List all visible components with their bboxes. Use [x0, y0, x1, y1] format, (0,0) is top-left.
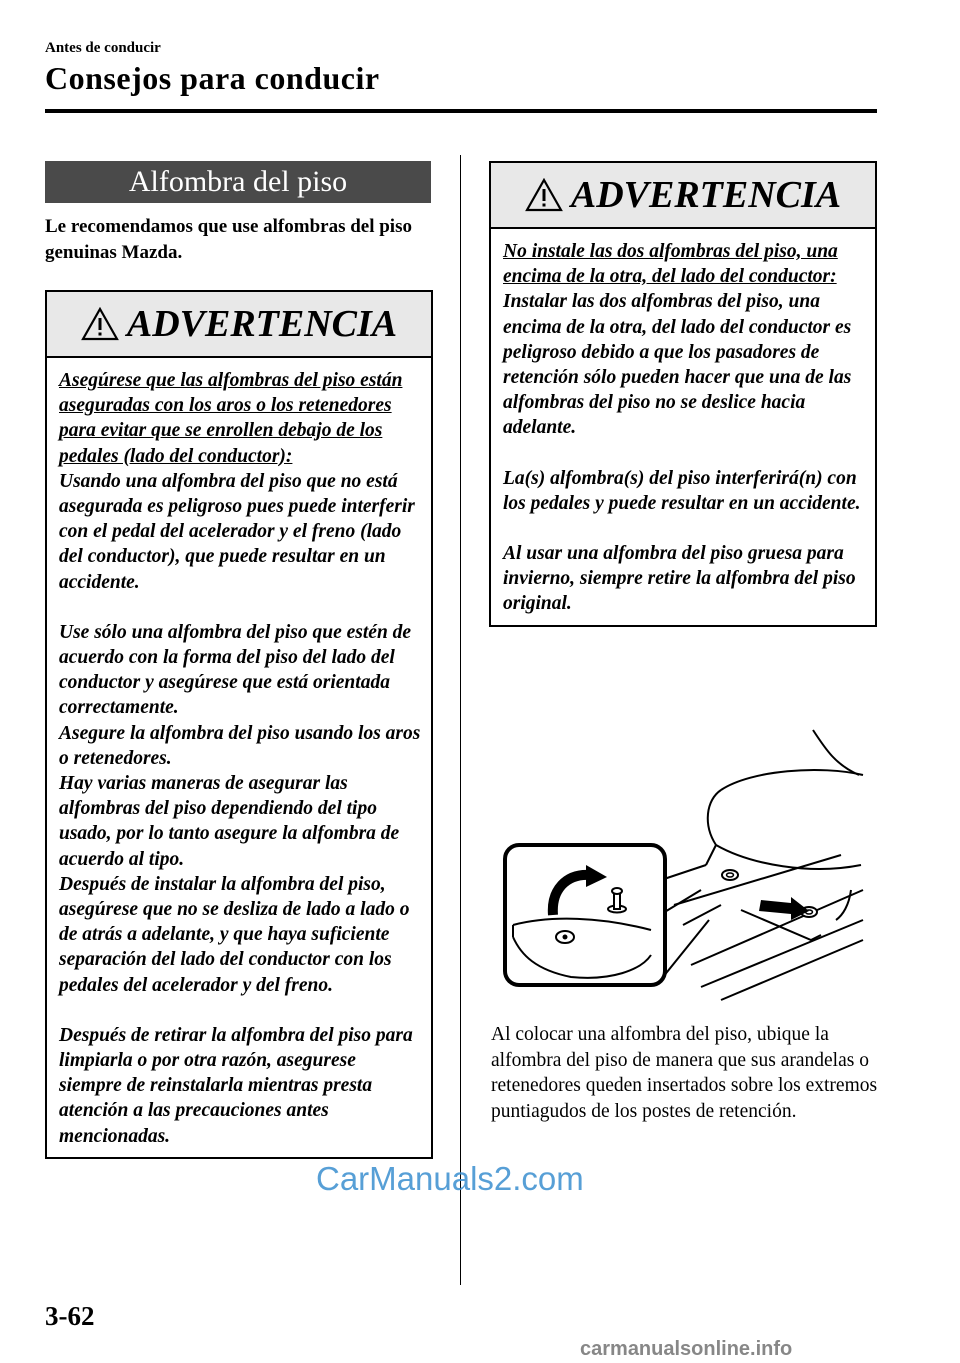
warning-triangle-icon	[81, 307, 119, 341]
warning-paragraph: Usando una alfombra del piso que no está asegurada es peligroso pues puede interferir con el pedal del acelerador y el freno (lado del conductor), que puede resultar en un accidente.	[59, 470, 415, 593]
running-header-section: Antes de conducir	[45, 40, 161, 56]
warning-paragraph: Hay varias maneras de asegurar las alfombras del piso dependiendo del tipo usado, por lo tanto asegure la alfombra de acuerdo al tipo.	[59, 773, 400, 870]
warning-triangle-icon	[525, 178, 563, 212]
floor-mat-illustration	[491, 725, 871, 1015]
warning-heading: ADVERTENCIA	[126, 303, 398, 345]
warning-heading: ADVERTENCIA	[570, 174, 842, 216]
illustration-caption: Al colocar una alfombra del piso, ubique la alfombra del piso de manera que sus arandelas o retenedores queden insertados sobre los extremos puntiagudos de los postes de retención.	[491, 1024, 878, 1122]
warning-lead: No instale las dos alfombras del piso, una encima de la otra, del lado del conductor:	[503, 241, 838, 288]
warning-paragraph: Después de instalar la alfombra del piso, asegúrese que no se desliza de lado a lado o de atrás a adelante, y que haya suficiente separación del lado del conductor con los pedales del acelerador y del freno.	[59, 873, 410, 996]
watermark-carmanualsonline: carmanualsonline.info	[580, 1338, 793, 1360]
section-title: Alfombra del piso	[45, 161, 431, 203]
page-number: 3-62	[45, 1301, 95, 1331]
warning-paragraph: Asegure la alfombra del piso usando los aros o retenedores.	[59, 722, 421, 769]
warning-paragraph: Después de retirar la alfombra del piso para limpiarla o por otra razón, asegurese siempre de reinstalarla mientras presta atención a las precauciones antes mencionadas.	[59, 1024, 413, 1147]
running-header-title: Consejos para conducir	[45, 60, 380, 96]
header-rule	[45, 109, 877, 113]
column-divider	[460, 155, 461, 1285]
warning-box-right	[489, 161, 877, 627]
warning-lead: Asegúrese que las alfombras del piso están aseguradas con los aros o los retenedores para evitar que se enrollen debajo de los pedales (lado del conductor):	[59, 370, 403, 467]
warning-paragraph: La(s) alfombra(s) del piso interferirá(n) con los pedales y puede resultar en un accidente.	[503, 467, 861, 514]
warning-paragraph: Instalar las dos alfombras del piso, una encima de la otra, del lado del conductor es peligroso debido a que los pasadores de retención sólo pueden hacer que una de las alfombras del piso no se deslice hacia adelante.	[503, 291, 852, 439]
watermark-carmanuals2: CarManuals2.com	[316, 1160, 584, 1197]
warning-body	[47, 358, 431, 1157]
warning-header	[47, 292, 431, 358]
warning-header	[491, 163, 875, 229]
warning-paragraph: Al usar una alfombra del piso gruesa para invierno, siempre retire la alfombra del piso original.	[503, 543, 856, 615]
intro-text: Le recomendamos que use alfombras del piso genuinas Mazda.	[45, 216, 412, 263]
warning-paragraph: Use sólo una alfombra del piso que estén de acuerdo con la forma del piso del lado del conductor y asegúrese que está orientada correctamente.	[59, 621, 412, 719]
warning-body	[491, 229, 875, 625]
warning-box-left	[45, 290, 433, 1159]
